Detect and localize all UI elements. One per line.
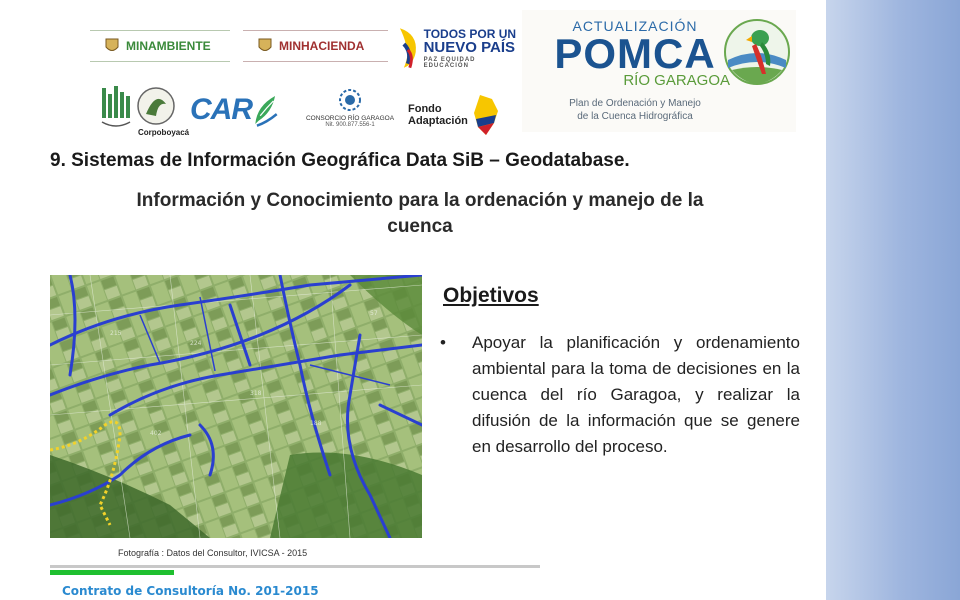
consorcio-emblem-icon xyxy=(337,88,363,112)
gis-overlay-map xyxy=(50,275,422,538)
todos-line3: PAZ EQUIDAD EDUCACIÓN xyxy=(423,56,476,69)
car-logo xyxy=(190,84,280,136)
objectives-list xyxy=(440,330,800,460)
consorcio-nit: Nit. 900.877.556-1 xyxy=(325,122,375,128)
coat-of-arms-icon xyxy=(257,37,273,55)
svg-text:188: 188 xyxy=(310,420,322,427)
fondo-line1: Fondo xyxy=(408,103,442,115)
fondo-adaptacion-logo xyxy=(408,92,508,138)
pomca-rio: RÍO GARAGOA xyxy=(623,72,730,89)
fondo-line2: Adaptación xyxy=(408,115,468,127)
pomca-plan-line1: Plan de Ordenación y Manejo xyxy=(569,98,701,109)
pomca-plan-line2: de la Cuenca Hidrográfica xyxy=(577,111,693,122)
minambiente-logo xyxy=(90,30,230,62)
minhacienda-logo xyxy=(243,30,388,62)
todos-line2: NUEVO PAÍS xyxy=(423,38,515,56)
svg-text:224: 224 xyxy=(190,340,202,347)
svg-text:57: 57 xyxy=(370,310,378,317)
colombia-flag-swoosh-icon xyxy=(396,24,424,72)
aerial-map-photo xyxy=(50,275,422,538)
svg-text:402: 402 xyxy=(150,430,162,437)
parrot-icon xyxy=(722,16,792,88)
todos-por-un-nuevo-pais-logo xyxy=(396,22,522,74)
car-leaf-icon xyxy=(252,87,280,133)
footer-divider xyxy=(50,565,540,568)
objective-text: Apoyar la planificación y ordenamiento ambiental para la toma de decisiones en la cuenca del río Garagoa, y realizar la difusión de la información que se genere en desarrollo del proceso. xyxy=(472,333,800,456)
pomca-logo xyxy=(522,10,796,132)
corpoboyaca-logo xyxy=(100,84,190,140)
minhacienda-label: MINHACIENDA xyxy=(279,39,365,53)
objectives-heading: Objetivos xyxy=(443,284,539,307)
pomca-name: POMCA xyxy=(554,30,716,77)
pomca-actualizacion: ACTUALIZACIÓN xyxy=(572,18,698,34)
bullet-icon: • xyxy=(440,333,446,352)
minambiente-label: MINAMBIENTE xyxy=(126,39,211,53)
colombia-map-icon xyxy=(468,93,504,137)
corpoboyaca-label: Corpoboyacá xyxy=(138,128,190,137)
car-label: CAR xyxy=(190,93,252,126)
footer-contract-text: Contrato de Consultoría No. 201-2015 xyxy=(62,584,319,598)
todos-line1: TODOS POR UN xyxy=(423,26,517,41)
slide-subtitle: Información y Conocimiento para la ordenación y manejo de la cuenca xyxy=(136,190,704,237)
slide-title: 9. Sistemas de Información Geográfica Data SiB – Geodatabase. xyxy=(50,150,630,171)
consorcio-name: CONSORCIO RÍO GARAGOA xyxy=(305,115,395,122)
photo-caption: Fotografía : Datos del Consultor, IVICSA - 2015 xyxy=(118,548,308,558)
svg-text:318: 318 xyxy=(250,390,262,397)
list-item xyxy=(440,330,800,460)
svg-text:215: 215 xyxy=(110,330,122,337)
footer-accent-bar xyxy=(50,570,174,575)
side-decorative-band xyxy=(826,0,960,600)
coat-of-arms-icon xyxy=(104,37,120,55)
consorcio-logo xyxy=(300,88,400,132)
